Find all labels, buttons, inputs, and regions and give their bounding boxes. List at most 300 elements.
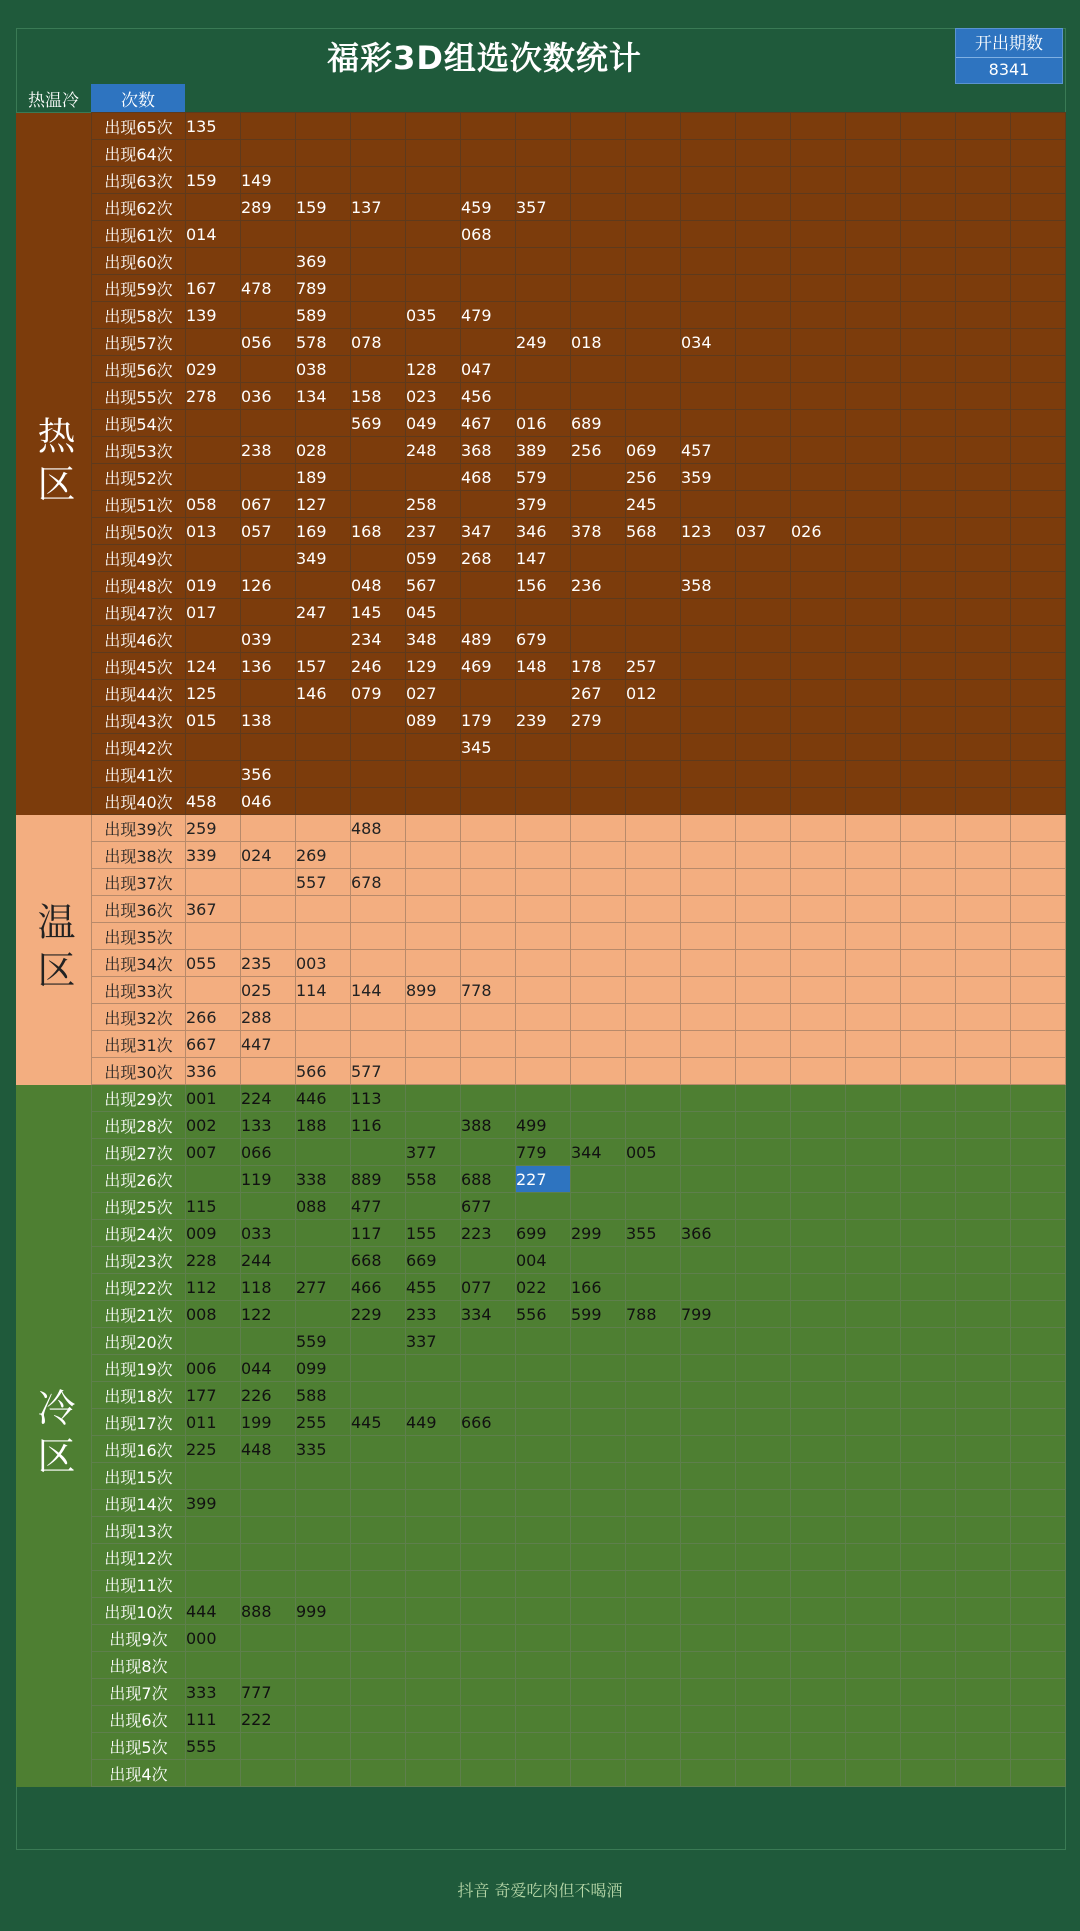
row-label[interactable]: 出现65次	[92, 113, 186, 140]
table-cell[interactable]	[1011, 599, 1066, 626]
table-cell[interactable]	[626, 923, 681, 950]
table-cell[interactable]: 235	[241, 950, 296, 977]
table-cell[interactable]	[1011, 1598, 1066, 1625]
table-cell[interactable]	[901, 302, 956, 329]
table-cell[interactable]	[681, 491, 736, 518]
table-cell[interactable]	[406, 167, 461, 194]
table-cell[interactable]	[516, 788, 571, 815]
table-cell[interactable]	[406, 1031, 461, 1058]
row-label[interactable]: 出现55次	[92, 383, 186, 410]
table-cell[interactable]	[571, 140, 626, 167]
table-cell[interactable]	[736, 1139, 791, 1166]
table-cell[interactable]	[681, 1544, 736, 1571]
row-label[interactable]: 出现28次	[92, 1112, 186, 1139]
table-cell[interactable]	[351, 1031, 406, 1058]
table-cell[interactable]	[406, 1679, 461, 1706]
table-cell[interactable]	[901, 1139, 956, 1166]
table-cell[interactable]: 045	[406, 599, 461, 626]
table-cell[interactable]	[901, 1166, 956, 1193]
table-cell[interactable]	[351, 167, 406, 194]
table-cell[interactable]: 355	[626, 1220, 681, 1247]
table-cell[interactable]: 033	[241, 1220, 296, 1247]
table-cell[interactable]: 145	[351, 599, 406, 626]
table-cell[interactable]: 999	[296, 1598, 351, 1625]
row-label[interactable]: 出现64次	[92, 140, 186, 167]
table-cell[interactable]	[1011, 950, 1066, 977]
table-cell[interactable]	[626, 1355, 681, 1382]
table-cell[interactable]	[791, 194, 846, 221]
table-cell[interactable]: 688	[461, 1166, 516, 1193]
table-cell[interactable]: 399	[186, 1490, 241, 1517]
table-cell[interactable]: 069	[626, 437, 681, 464]
table-cell[interactable]: 166	[571, 1274, 626, 1301]
table-cell[interactable]: 339	[186, 842, 241, 869]
row-label[interactable]: 出现57次	[92, 329, 186, 356]
table-cell[interactable]	[736, 464, 791, 491]
table-cell[interactable]: 119	[241, 1166, 296, 1193]
table-cell[interactable]: 488	[351, 815, 406, 842]
table-cell[interactable]: 179	[461, 707, 516, 734]
table-cell[interactable]	[901, 1436, 956, 1463]
table-cell[interactable]	[681, 1625, 736, 1652]
table-cell[interactable]	[626, 1517, 681, 1544]
table-cell[interactable]	[681, 302, 736, 329]
table-cell[interactable]	[1011, 1004, 1066, 1031]
table-cell[interactable]	[736, 707, 791, 734]
table-cell[interactable]: 133	[241, 1112, 296, 1139]
table-cell[interactable]	[846, 518, 901, 545]
table-cell[interactable]: 779	[516, 1139, 571, 1166]
table-cell[interactable]	[791, 545, 846, 572]
row-label[interactable]: 出现30次	[92, 1058, 186, 1085]
table-cell[interactable]: 455	[406, 1274, 461, 1301]
row-label[interactable]: 出现50次	[92, 518, 186, 545]
table-cell[interactable]	[901, 977, 956, 1004]
table-cell[interactable]	[681, 869, 736, 896]
table-cell[interactable]: 004	[516, 1247, 571, 1274]
row-label[interactable]: 出现22次	[92, 1274, 186, 1301]
table-cell[interactable]: 116	[351, 1112, 406, 1139]
table-cell[interactable]: 679	[516, 626, 571, 653]
table-cell[interactable]	[626, 140, 681, 167]
table-cell[interactable]: 278	[186, 383, 241, 410]
table-cell[interactable]	[296, 410, 351, 437]
table-cell[interactable]	[516, 113, 571, 140]
table-cell[interactable]	[736, 653, 791, 680]
table-cell[interactable]	[351, 1760, 406, 1787]
row-label[interactable]: 出现44次	[92, 680, 186, 707]
table-cell[interactable]	[461, 680, 516, 707]
table-cell[interactable]	[351, 1382, 406, 1409]
table-cell[interactable]	[681, 977, 736, 1004]
table-cell[interactable]	[846, 734, 901, 761]
table-cell[interactable]	[791, 734, 846, 761]
table-cell[interactable]: 244	[241, 1247, 296, 1274]
row-label[interactable]: 出现33次	[92, 977, 186, 1004]
table-cell[interactable]	[1011, 1517, 1066, 1544]
table-cell[interactable]	[791, 329, 846, 356]
table-cell[interactable]	[956, 275, 1011, 302]
table-cell[interactable]	[791, 1274, 846, 1301]
table-cell[interactable]: 358	[681, 572, 736, 599]
table-cell[interactable]	[736, 1193, 791, 1220]
table-cell[interactable]	[241, 1652, 296, 1679]
table-cell[interactable]: 228	[186, 1247, 241, 1274]
table-cell[interactable]	[1011, 1085, 1066, 1112]
table-cell[interactable]	[241, 1733, 296, 1760]
table-cell[interactable]	[406, 1193, 461, 1220]
table-cell[interactable]	[626, 1733, 681, 1760]
table-cell[interactable]	[186, 194, 241, 221]
table-cell[interactable]: 019	[186, 572, 241, 599]
table-cell[interactable]: 157	[296, 653, 351, 680]
table-cell[interactable]	[461, 1544, 516, 1571]
table-cell[interactable]: 344	[571, 1139, 626, 1166]
table-cell[interactable]	[626, 275, 681, 302]
table-cell[interactable]	[846, 437, 901, 464]
table-cell[interactable]	[846, 950, 901, 977]
table-cell[interactable]	[626, 1004, 681, 1031]
table-cell[interactable]	[571, 1382, 626, 1409]
row-label[interactable]: 出现23次	[92, 1247, 186, 1274]
table-cell[interactable]	[956, 356, 1011, 383]
table-cell[interactable]	[626, 1436, 681, 1463]
table-cell[interactable]	[956, 1220, 1011, 1247]
table-cell[interactable]: 667	[186, 1031, 241, 1058]
table-cell[interactable]	[406, 1112, 461, 1139]
table-cell[interactable]: 037	[736, 518, 791, 545]
table-cell[interactable]	[516, 950, 571, 977]
table-cell[interactable]	[736, 977, 791, 1004]
table-cell[interactable]	[296, 1004, 351, 1031]
table-cell[interactable]	[351, 1463, 406, 1490]
table-cell[interactable]	[406, 1058, 461, 1085]
table-cell[interactable]	[516, 1571, 571, 1598]
table-cell[interactable]	[626, 1463, 681, 1490]
row-label[interactable]: 出现58次	[92, 302, 186, 329]
row-label[interactable]: 出现53次	[92, 437, 186, 464]
table-cell[interactable]	[626, 1490, 681, 1517]
table-cell[interactable]	[736, 1058, 791, 1085]
row-label[interactable]: 出现12次	[92, 1544, 186, 1571]
table-cell[interactable]	[406, 1004, 461, 1031]
table-cell[interactable]	[1011, 1166, 1066, 1193]
table-cell[interactable]: 112	[186, 1274, 241, 1301]
table-cell[interactable]: 148	[516, 653, 571, 680]
table-cell[interactable]	[901, 545, 956, 572]
table-cell[interactable]	[681, 1652, 736, 1679]
table-cell[interactable]: 058	[186, 491, 241, 518]
table-cell[interactable]	[406, 1382, 461, 1409]
table-cell[interactable]: 199	[241, 1409, 296, 1436]
table-cell[interactable]	[461, 1355, 516, 1382]
table-cell[interactable]	[791, 950, 846, 977]
table-cell[interactable]	[571, 113, 626, 140]
table-cell[interactable]: 237	[406, 518, 461, 545]
table-cell[interactable]	[461, 1247, 516, 1274]
table-cell[interactable]: 577	[351, 1058, 406, 1085]
table-cell[interactable]	[736, 1382, 791, 1409]
table-cell[interactable]	[681, 1247, 736, 1274]
table-cell[interactable]	[956, 491, 1011, 518]
table-cell[interactable]	[406, 1625, 461, 1652]
table-cell[interactable]	[956, 1058, 1011, 1085]
table-cell[interactable]	[791, 1436, 846, 1463]
row-label[interactable]: 出现24次	[92, 1220, 186, 1247]
table-cell[interactable]	[901, 1760, 956, 1787]
table-cell[interactable]	[901, 869, 956, 896]
table-cell[interactable]	[461, 1058, 516, 1085]
table-cell[interactable]: 266	[186, 1004, 241, 1031]
table-cell[interactable]	[1011, 1355, 1066, 1382]
table-cell[interactable]	[956, 383, 1011, 410]
table-cell[interactable]	[351, 1436, 406, 1463]
table-cell[interactable]	[846, 653, 901, 680]
table-cell[interactable]	[186, 140, 241, 167]
table-cell[interactable]	[571, 1031, 626, 1058]
table-cell[interactable]	[846, 788, 901, 815]
table-cell[interactable]	[1011, 842, 1066, 869]
table-cell[interactable]	[626, 113, 681, 140]
table-cell[interactable]	[626, 1679, 681, 1706]
table-cell[interactable]	[956, 1301, 1011, 1328]
table-cell[interactable]	[241, 815, 296, 842]
table-cell[interactable]	[461, 491, 516, 518]
row-label[interactable]: 出现38次	[92, 842, 186, 869]
table-cell[interactable]	[736, 788, 791, 815]
table-cell[interactable]	[846, 869, 901, 896]
table-cell[interactable]	[736, 761, 791, 788]
table-cell[interactable]	[406, 1733, 461, 1760]
row-label[interactable]: 出现47次	[92, 599, 186, 626]
table-cell[interactable]	[626, 1652, 681, 1679]
table-cell[interactable]	[516, 1436, 571, 1463]
table-cell[interactable]	[1011, 761, 1066, 788]
table-cell[interactable]: 122	[241, 1301, 296, 1328]
table-cell[interactable]: 378	[571, 518, 626, 545]
table-cell[interactable]	[901, 464, 956, 491]
table-cell[interactable]	[626, 221, 681, 248]
table-cell[interactable]	[461, 1382, 516, 1409]
table-cell[interactable]	[571, 896, 626, 923]
table-cell[interactable]	[791, 1463, 846, 1490]
table-cell[interactable]	[1011, 167, 1066, 194]
table-cell[interactable]	[351, 761, 406, 788]
table-cell[interactable]	[571, 1004, 626, 1031]
table-cell[interactable]	[626, 1706, 681, 1733]
table-cell[interactable]	[791, 572, 846, 599]
table-cell[interactable]: 056	[241, 329, 296, 356]
table-cell[interactable]: 059	[406, 545, 461, 572]
table-cell[interactable]	[791, 1517, 846, 1544]
table-cell[interactable]	[626, 896, 681, 923]
table-cell[interactable]	[791, 1679, 846, 1706]
table-cell[interactable]	[406, 113, 461, 140]
table-cell[interactable]	[956, 1031, 1011, 1058]
table-cell[interactable]	[681, 1274, 736, 1301]
table-cell[interactable]	[956, 1625, 1011, 1652]
table-cell[interactable]: 669	[406, 1247, 461, 1274]
table-cell[interactable]	[571, 1490, 626, 1517]
table-cell[interactable]	[901, 140, 956, 167]
table-cell[interactable]	[901, 680, 956, 707]
table-cell[interactable]	[241, 1058, 296, 1085]
table-cell[interactable]	[901, 518, 956, 545]
table-cell[interactable]	[571, 842, 626, 869]
table-cell[interactable]	[846, 599, 901, 626]
table-cell[interactable]	[516, 1625, 571, 1652]
table-cell[interactable]	[956, 950, 1011, 977]
table-cell[interactable]	[846, 1085, 901, 1112]
table-cell[interactable]	[406, 1517, 461, 1544]
row-label[interactable]: 出现56次	[92, 356, 186, 383]
table-cell[interactable]: 247	[296, 599, 351, 626]
table-cell[interactable]	[351, 1571, 406, 1598]
table-cell[interactable]	[956, 410, 1011, 437]
table-cell[interactable]	[516, 302, 571, 329]
table-cell[interactable]	[846, 680, 901, 707]
table-cell[interactable]	[1011, 1247, 1066, 1274]
table-cell[interactable]	[516, 1382, 571, 1409]
table-cell[interactable]	[901, 113, 956, 140]
table-cell[interactable]	[406, 950, 461, 977]
table-cell[interactable]	[736, 1301, 791, 1328]
table-cell[interactable]	[571, 1652, 626, 1679]
table-cell[interactable]	[846, 1652, 901, 1679]
table-cell[interactable]	[846, 572, 901, 599]
table-cell[interactable]	[571, 1571, 626, 1598]
table-cell[interactable]: 259	[186, 815, 241, 842]
table-cell[interactable]	[901, 167, 956, 194]
table-cell[interactable]	[681, 1139, 736, 1166]
table-cell[interactable]	[791, 788, 846, 815]
table-cell[interactable]	[461, 896, 516, 923]
table-cell[interactable]	[956, 1733, 1011, 1760]
table-cell[interactable]	[626, 1760, 681, 1787]
table-cell[interactable]	[1011, 680, 1066, 707]
table-cell[interactable]	[516, 815, 571, 842]
table-cell[interactable]: 055	[186, 950, 241, 977]
table-cell[interactable]	[351, 275, 406, 302]
table-cell[interactable]: 046	[241, 788, 296, 815]
table-cell[interactable]	[791, 869, 846, 896]
table-cell[interactable]	[351, 302, 406, 329]
table-cell[interactable]	[461, 1139, 516, 1166]
table-cell[interactable]	[186, 1544, 241, 1571]
table-cell[interactable]	[1011, 653, 1066, 680]
table-cell[interactable]	[736, 437, 791, 464]
table-cell[interactable]	[956, 1571, 1011, 1598]
row-label[interactable]: 出现26次	[92, 1166, 186, 1193]
table-cell[interactable]: 366	[681, 1220, 736, 1247]
table-cell[interactable]	[571, 1625, 626, 1652]
table-cell[interactable]	[901, 788, 956, 815]
table-cell[interactable]	[406, 1436, 461, 1463]
table-cell[interactable]: 599	[571, 1301, 626, 1328]
table-cell[interactable]	[736, 923, 791, 950]
table-cell[interactable]	[736, 1706, 791, 1733]
table-cell[interactable]	[461, 248, 516, 275]
table-cell[interactable]	[351, 248, 406, 275]
table-cell[interactable]	[901, 707, 956, 734]
table-cell[interactable]: 124	[186, 653, 241, 680]
table-cell[interactable]	[626, 950, 681, 977]
table-cell[interactable]: 466	[351, 1274, 406, 1301]
table-cell[interactable]	[571, 1436, 626, 1463]
table-cell[interactable]	[901, 734, 956, 761]
table-cell[interactable]	[626, 1193, 681, 1220]
table-cell[interactable]: 023	[406, 383, 461, 410]
table-cell[interactable]	[351, 842, 406, 869]
row-label[interactable]: 出现25次	[92, 1193, 186, 1220]
table-cell[interactable]: 115	[186, 1193, 241, 1220]
table-cell[interactable]	[846, 167, 901, 194]
row-label[interactable]: 出现48次	[92, 572, 186, 599]
table-cell[interactable]	[571, 815, 626, 842]
row-label[interactable]: 出现19次	[92, 1355, 186, 1382]
table-cell[interactable]	[956, 140, 1011, 167]
row-label[interactable]: 出现16次	[92, 1436, 186, 1463]
table-cell[interactable]: 144	[351, 977, 406, 1004]
table-cell[interactable]	[791, 140, 846, 167]
table-cell[interactable]	[351, 1706, 406, 1733]
table-cell[interactable]: 678	[351, 869, 406, 896]
table-cell[interactable]	[1011, 1490, 1066, 1517]
table-cell[interactable]: 146	[296, 680, 351, 707]
table-cell[interactable]	[1011, 1274, 1066, 1301]
table-cell[interactable]	[736, 275, 791, 302]
table-cell[interactable]: 178	[571, 653, 626, 680]
row-label[interactable]: 出现10次	[92, 1598, 186, 1625]
table-cell[interactable]	[241, 896, 296, 923]
table-cell[interactable]	[901, 896, 956, 923]
table-cell[interactable]: 005	[626, 1139, 681, 1166]
table-cell[interactable]	[351, 1652, 406, 1679]
table-cell[interactable]	[186, 1517, 241, 1544]
table-cell[interactable]	[296, 1463, 351, 1490]
table-cell[interactable]	[626, 869, 681, 896]
table-cell[interactable]	[681, 113, 736, 140]
table-cell[interactable]	[901, 1085, 956, 1112]
table-cell[interactable]: 689	[571, 410, 626, 437]
table-cell[interactable]: 118	[241, 1274, 296, 1301]
table-cell[interactable]	[571, 1760, 626, 1787]
table-cell[interactable]	[626, 1571, 681, 1598]
table-cell[interactable]	[901, 1193, 956, 1220]
table-cell[interactable]	[351, 545, 406, 572]
table-cell[interactable]: 158	[351, 383, 406, 410]
table-cell[interactable]: 267	[571, 680, 626, 707]
table-cell[interactable]	[736, 1652, 791, 1679]
table-cell[interactable]: 349	[296, 545, 351, 572]
table-cell[interactable]: 377	[406, 1139, 461, 1166]
table-cell[interactable]	[461, 1598, 516, 1625]
table-cell[interactable]	[956, 329, 1011, 356]
table-cell[interactable]	[791, 1733, 846, 1760]
table-cell[interactable]	[516, 977, 571, 1004]
table-cell[interactable]	[681, 1112, 736, 1139]
table-cell[interactable]	[241, 1517, 296, 1544]
table-cell[interactable]	[846, 1382, 901, 1409]
table-cell[interactable]	[571, 1733, 626, 1760]
table-cell[interactable]	[681, 140, 736, 167]
table-cell[interactable]	[461, 950, 516, 977]
row-label[interactable]: 出现31次	[92, 1031, 186, 1058]
table-cell[interactable]	[1011, 1733, 1066, 1760]
table-cell[interactable]	[516, 1058, 571, 1085]
table-cell[interactable]	[736, 356, 791, 383]
table-cell[interactable]	[626, 761, 681, 788]
